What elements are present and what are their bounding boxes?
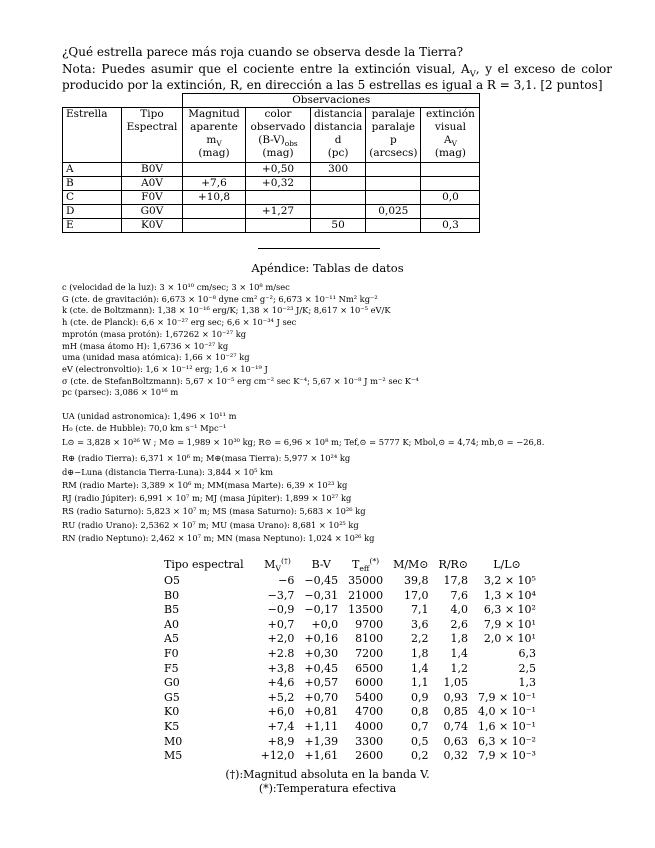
spec-cell: 8100 bbox=[355, 632, 384, 646]
spec-row bbox=[164, 735, 541, 750]
obs-cell: +7,6 bbox=[183, 177, 246, 191]
spec-cell: 2,0 × 10¹ bbox=[483, 632, 536, 646]
appendix-title: Apéndice: Tablas de datos bbox=[251, 261, 404, 275]
spec-row bbox=[164, 618, 541, 633]
obs-cell: +1,27 bbox=[246, 205, 311, 219]
constant-line: c (velocidad de la luz): 3 × 10¹⁰ cm/sec; 3 × 10⁸ m/sec bbox=[62, 282, 290, 292]
constant-line: pc (parsec): 3,086 × 10¹⁶ m bbox=[62, 387, 179, 398]
spec-header-bv: B-V bbox=[311, 558, 331, 571]
spec-cell: 1,4 bbox=[450, 646, 469, 660]
spec-cell: 6,3 × 10² bbox=[483, 603, 536, 617]
spec-cell: 9700 bbox=[355, 617, 384, 631]
spec-cell: K5 bbox=[164, 719, 180, 733]
spec-cell: −6 bbox=[278, 574, 295, 587]
spec-row bbox=[164, 574, 541, 589]
spec-cell: 3,2 × 10⁵ bbox=[483, 574, 536, 587]
spec-cell: +0,30 bbox=[304, 646, 339, 660]
header-tipo: Tipo Espectral bbox=[122, 108, 183, 163]
spec-cell: 4,0 × 10⁻¹ bbox=[478, 705, 536, 719]
obs-cell bbox=[246, 219, 311, 233]
spec-cell: 1,05 bbox=[443, 676, 469, 690]
spec-cell: 2,2 bbox=[411, 632, 429, 646]
spectral-type-table bbox=[164, 556, 541, 764]
solar-line: d⊕−Luna (distancia Tierra-Luna): 3,844 × 10⁵ km bbox=[62, 466, 273, 477]
spec-row bbox=[164, 589, 541, 604]
obs-row bbox=[63, 205, 480, 219]
solar-line: RN (radio Neptuno): 2,462 × 10⁷ m; MN (masa Neptuno): 1,024 × 10²⁶ kg bbox=[62, 533, 375, 544]
spec-cell: 3300 bbox=[355, 734, 384, 748]
spec-cell: 0,74 bbox=[443, 719, 469, 733]
spec-cell: F0 bbox=[164, 646, 179, 660]
obs-cell bbox=[421, 177, 480, 191]
obs-cell: +0,50 bbox=[246, 163, 311, 177]
spec-cell: 0,93 bbox=[443, 690, 469, 704]
obs-cell: G0V bbox=[122, 205, 183, 219]
obs-cell: 0,3 bbox=[421, 219, 480, 233]
spec-row bbox=[164, 676, 541, 691]
obs-row bbox=[63, 191, 480, 205]
spec-cell: −0,17 bbox=[304, 603, 339, 617]
spec-cell: 1,1 bbox=[411, 676, 429, 690]
spec-cell: 0,32 bbox=[443, 749, 469, 763]
spec-cell: +3,8 bbox=[267, 661, 295, 675]
spec-cell: 7200 bbox=[355, 646, 384, 660]
obs-cell bbox=[366, 219, 421, 233]
spec-row bbox=[164, 749, 541, 764]
spec-cell: −0,9 bbox=[267, 603, 295, 617]
header-magnitud: Magnitud aparente $m_V$ (mag) bbox=[183, 108, 246, 163]
obs-cell: 0,025 bbox=[366, 205, 421, 219]
solar-line: R⊕ (radio Tierra): 6,371 × 10⁶ m; M⊕(masa Tierra): 5,977 × 10²⁴ kg bbox=[62, 453, 351, 464]
obs-cell: B0V bbox=[122, 163, 183, 177]
spec-cell: +0,57 bbox=[304, 676, 339, 690]
spec-cell: +1,39 bbox=[304, 734, 339, 748]
spec-cell: 35000 bbox=[348, 574, 384, 587]
spec-cell: 0,7 bbox=[411, 719, 429, 733]
spec-header-tipo: Tipo espectral bbox=[164, 558, 244, 571]
obs-cell bbox=[366, 177, 421, 191]
spec-header-teff: $T_{eff}^{(*)}$ bbox=[351, 556, 380, 574]
spec-cell: 6000 bbox=[355, 676, 384, 690]
spec-cell: +0,81 bbox=[304, 705, 339, 719]
spec-cell: +7,4 bbox=[267, 719, 295, 733]
obs-cell: 0,0 bbox=[421, 191, 480, 205]
spec-header-mass: M/M⊙ bbox=[393, 558, 429, 571]
spec-cell: +4,6 bbox=[267, 676, 295, 690]
spec-cell: 0,2 bbox=[411, 749, 429, 763]
obs-cell: 50 bbox=[311, 219, 366, 233]
spec-cell: −3,7 bbox=[267, 588, 295, 602]
obs-cell: D bbox=[63, 205, 122, 219]
constant-line: UA (unidad astronomica): 1,496 × 10¹¹ m bbox=[62, 411, 237, 422]
obs-row bbox=[63, 177, 480, 191]
spec-cell: A5 bbox=[164, 632, 179, 646]
obs-cell: E bbox=[63, 219, 122, 233]
spec-row bbox=[164, 691, 541, 706]
spec-cell: B0 bbox=[164, 588, 180, 602]
spec-cell: +1,61 bbox=[304, 749, 339, 763]
solar-line: RS (radio Saturno): 5,823 × 10⁷ m; MS (masa Saturno): 5,683 × 10²⁶ kg bbox=[62, 506, 366, 517]
question-text: ¿Qué estrella parece más roja cuando se observa desde la Tierra? bbox=[62, 45, 464, 59]
spec-cell: 1,3 bbox=[518, 676, 536, 690]
obs-cell: F0V bbox=[122, 191, 183, 205]
obs-cell: A bbox=[63, 163, 122, 177]
obs-cell: B bbox=[63, 177, 122, 191]
header-distancia: distancia distancia d (pc) bbox=[311, 108, 366, 163]
spec-cell: −0,45 bbox=[304, 574, 339, 587]
header-color: color observado $(B-V)_{obs}$ (mag) bbox=[246, 108, 311, 163]
spec-cell: +2.8 bbox=[267, 646, 295, 660]
spec-cell: G0 bbox=[164, 676, 180, 690]
spec-cell: B5 bbox=[164, 603, 180, 617]
spec-row bbox=[164, 705, 541, 720]
spec-cell: +0,0 bbox=[311, 617, 339, 631]
spec-header-mv: $M_V^{(\dagger)}$ bbox=[264, 556, 291, 574]
obs-cell: +10,8 bbox=[183, 191, 246, 205]
spec-cell: 0,8 bbox=[411, 705, 429, 719]
spec-row bbox=[164, 632, 541, 647]
spec-cell: +8,9 bbox=[267, 734, 295, 748]
spec-cell: −0,31 bbox=[304, 588, 339, 602]
spec-cell: 21000 bbox=[348, 588, 384, 602]
spec-cell: 7,9 × 10¹ bbox=[483, 617, 536, 631]
solar-line: L⊙ = 3,828 × 10²⁶ W ; M⊙ = 1,989 × 10³⁰ kg; R⊙ = 6,96 × 10⁸ m; Tef,⊙ = 5777 K; Mbol,⊙ = 4,74; mb,⊙ = −26,8. bbox=[62, 437, 545, 447]
constant-line: mH (masa átomo H): 1,6736 × 10⁻²⁷ kg bbox=[62, 340, 229, 351]
obs-cell: +0,32 bbox=[246, 177, 311, 191]
obs-cell bbox=[366, 191, 421, 205]
spec-cell: +0,45 bbox=[304, 661, 339, 675]
spec-cell: M5 bbox=[164, 749, 183, 763]
solar-planetary-data bbox=[62, 436, 544, 545]
spec-cell: 2,6 bbox=[450, 617, 469, 631]
spec-cell: 4000 bbox=[355, 719, 384, 733]
spec-cell: 1,8 bbox=[411, 646, 429, 660]
spec-cell: +0,16 bbox=[304, 632, 339, 646]
obs-cell bbox=[183, 163, 246, 177]
solar-line: RU (radio Urano): 2,5362 × 10⁷ m; MU (masa Urano): 8,681 × 10²⁵ kg bbox=[62, 519, 359, 530]
obs-row bbox=[63, 163, 480, 177]
constant-line: k (cte. de Boltzmann): 1,38 × 10⁻¹⁶ erg/K; 1,38 × 10⁻²³ J/K; 8,617 × 10⁻⁵ eV/K bbox=[62, 305, 391, 316]
spec-cell: 6,3 bbox=[518, 646, 536, 660]
solar-line: RM (radio Marte): 3,389 × 10⁶ m; MM(masa Marte): 6,39 × 10²³ kg bbox=[62, 479, 348, 490]
spec-cell: +0,7 bbox=[267, 617, 295, 631]
spec-cell: 0,9 bbox=[411, 690, 429, 704]
spec-cell: F5 bbox=[164, 661, 179, 675]
spec-cell: 7,9 × 10⁻³ bbox=[478, 749, 536, 763]
obs-cell bbox=[421, 163, 480, 177]
obs-cell bbox=[183, 205, 246, 219]
spec-cell: 1,3 × 10⁴ bbox=[483, 588, 536, 602]
spec-row bbox=[164, 647, 541, 662]
constant-line: uma (unidad masa atómica): 1,66 × 10⁻²⁷ kg bbox=[62, 352, 250, 363]
spec-cell: 1,6 × 10⁻¹ bbox=[478, 719, 536, 733]
obs-cell bbox=[183, 219, 246, 233]
spec-cell: 0,5 bbox=[411, 734, 429, 748]
constant-line: G (cte. de gravitación): 6,673 × 10⁻⁸ dyne cm² g⁻²; 6,673 × 10⁻¹¹ Nm² kg⁻² bbox=[62, 293, 378, 304]
spec-cell: 0,63 bbox=[443, 734, 469, 748]
obs-cell bbox=[421, 205, 480, 219]
spec-cell: 17,8 bbox=[443, 574, 469, 587]
obs-cell bbox=[246, 191, 311, 205]
constant-line: σ (cte. de StefanBoltzmann): 5,67 × 10⁻⁵ erg cm⁻² sec K⁻⁴; 5,67 × 10⁻⁸ J m⁻² sec K⁻⁴ bbox=[62, 375, 419, 386]
spec-cell: 39,8 bbox=[404, 574, 429, 587]
obs-cell: A0V bbox=[122, 177, 183, 191]
constant-line: h (cte. de Planck): 6,6 × 10⁻²⁷ erg sec; 6,6 × 10⁻³⁴ J sec bbox=[62, 317, 297, 328]
obs-cell bbox=[311, 205, 366, 219]
spec-cell: 5400 bbox=[355, 690, 384, 704]
spec-cell: +0,70 bbox=[304, 690, 339, 704]
spec-cell: +5,2 bbox=[267, 690, 295, 704]
obs-cell bbox=[366, 163, 421, 177]
obs-cell: 300 bbox=[311, 163, 366, 177]
constant-line: eV (electronvoltio): 1,6 × 10⁻¹² erg; 1,6 × 10⁻¹⁹ J bbox=[62, 363, 268, 374]
spec-row bbox=[164, 720, 541, 735]
header-estrella: Estrella bbox=[63, 108, 122, 163]
obs-cell: C bbox=[63, 191, 122, 205]
spec-cell: 2600 bbox=[355, 749, 384, 763]
spec-row bbox=[164, 662, 541, 677]
divider-line bbox=[258, 248, 380, 249]
obs-cell: K0V bbox=[122, 219, 183, 233]
spec-cell: 0,85 bbox=[443, 705, 469, 719]
spec-cell: 13500 bbox=[348, 603, 384, 617]
spec-cell: 17,0 bbox=[404, 588, 429, 602]
obs-row bbox=[63, 219, 480, 233]
spec-cell: 7,6 bbox=[450, 588, 469, 602]
group-header: Observaciones bbox=[183, 94, 480, 108]
spec-header-lum: L/L⊙ bbox=[493, 558, 521, 571]
solar-line: RJ (radio Júpiter): 6,991 × 10⁷ m; MJ (masa Júpiter): 1,899 × 10²⁷ kg bbox=[62, 493, 352, 504]
note-paragraph: Nota: Puedes asumir que el cociente entre la extinción visual, $A_V$, y el exceso de color producido por la extinción, R, en dirección a las 5 estrellas es igual a R = 3,1. [2 puntos] bbox=[62, 62, 612, 92]
header-extincion: extinción visual $A_V$ (mag) bbox=[421, 108, 480, 163]
spec-cell: A0 bbox=[164, 617, 179, 631]
spec-cell: G5 bbox=[164, 690, 180, 704]
spec-cell: 4700 bbox=[355, 705, 384, 719]
spec-cell: 7,1 bbox=[411, 603, 429, 617]
spec-cell: M0 bbox=[164, 734, 183, 748]
obs-cell bbox=[311, 177, 366, 191]
spec-cell: K0 bbox=[164, 705, 180, 719]
spec-cell: 7,9 × 10⁻¹ bbox=[478, 690, 536, 704]
spec-cell: 2,5 bbox=[518, 661, 536, 675]
spec-cell: 1,8 bbox=[450, 632, 469, 646]
spec-cell: 6500 bbox=[355, 661, 384, 675]
footnote-dagger: (†):Magnitud absoluta en la banda V. bbox=[225, 768, 430, 781]
spec-cell: +12,0 bbox=[260, 749, 295, 763]
spec-cell: +1,11 bbox=[304, 719, 339, 733]
spec-row bbox=[164, 603, 541, 618]
spec-cell: +2,0 bbox=[267, 632, 295, 646]
spec-header-radius: R/R⊙ bbox=[438, 558, 469, 571]
constants-list bbox=[62, 282, 419, 434]
spec-cell: 3,6 bbox=[411, 617, 429, 631]
spec-cell: 4,0 bbox=[450, 603, 469, 617]
footnote-asterisk: (*):Temperatura efectiva bbox=[258, 782, 397, 795]
constant-line: H₀ (cte. de Hubble): 70,0 km s⁻¹ Mpc⁻¹ bbox=[62, 422, 227, 433]
obs-cell bbox=[311, 191, 366, 205]
spec-cell: 1,2 bbox=[450, 661, 469, 675]
spec-cell: +6,0 bbox=[267, 705, 295, 719]
header-paralaje: paralaje paralaje p (arcsecs) bbox=[366, 108, 421, 163]
spec-cell: 1,4 bbox=[411, 661, 429, 675]
spec-cell: O5 bbox=[164, 574, 181, 587]
spec-cell: 6,3 × 10⁻² bbox=[478, 734, 536, 748]
observations-table bbox=[62, 93, 480, 233]
constant-line: mprotón (masa protón): 1,67262 × 10⁻²⁷ kg bbox=[62, 328, 247, 339]
